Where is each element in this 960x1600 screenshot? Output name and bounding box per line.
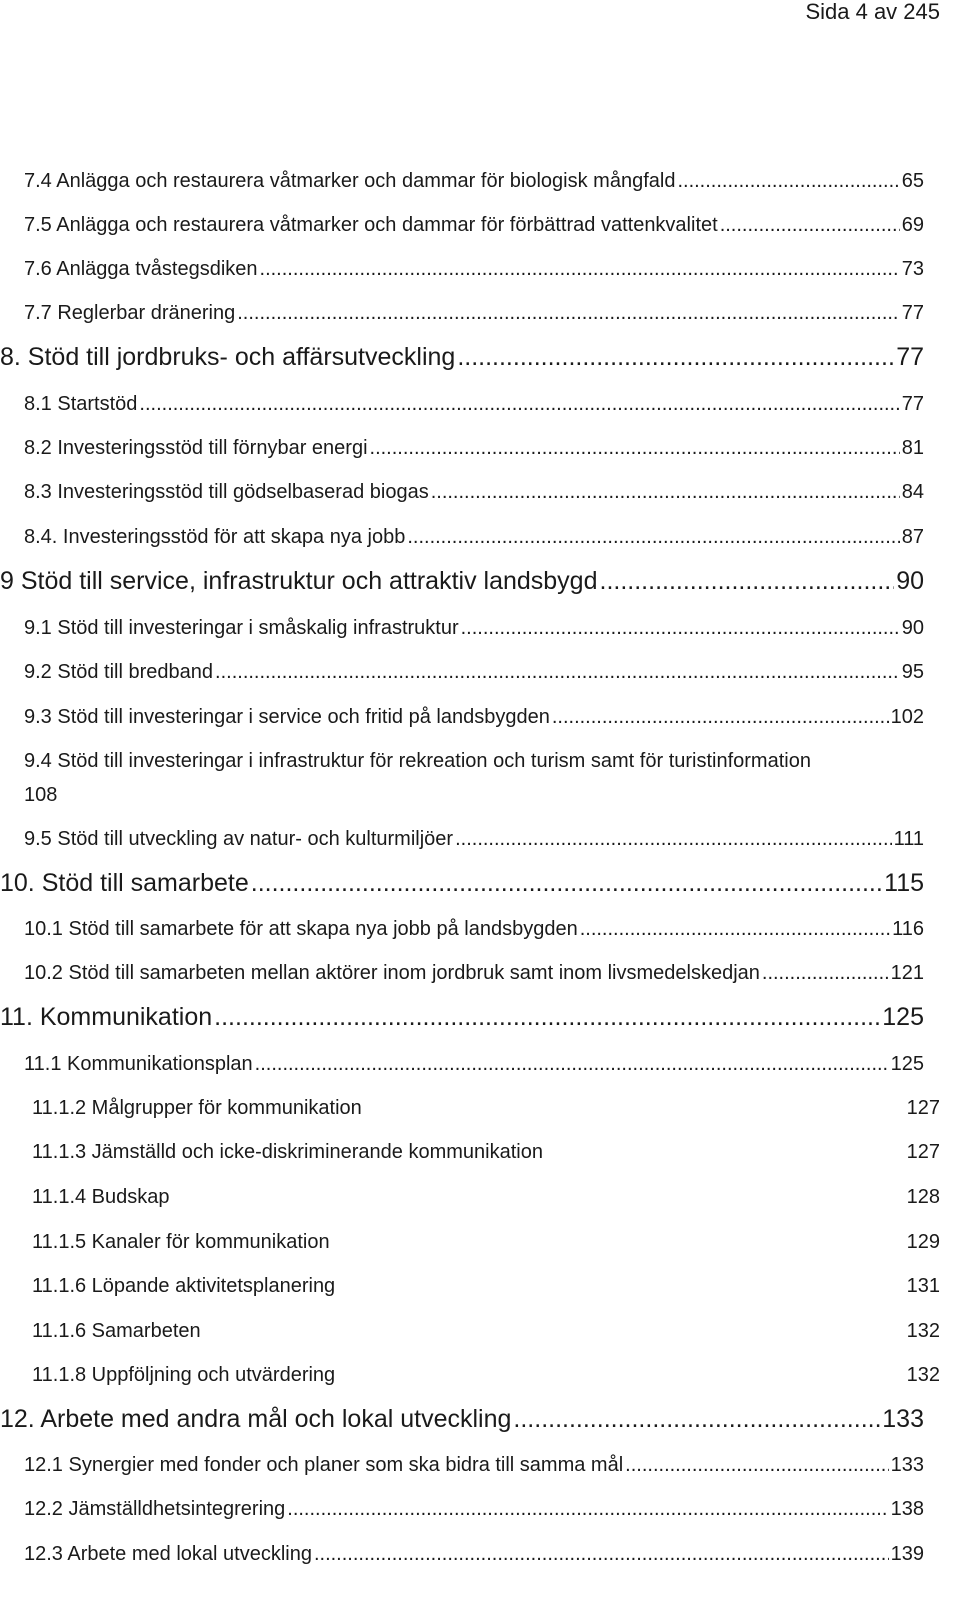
toc-entry-label: 10. Stöd till samarbete	[0, 869, 249, 897]
toc-entry[interactable]	[24, 617, 924, 640]
toc-entry-page: 127	[906, 1097, 940, 1119]
toc-entry-label: 8.4. Investeringsstöd för att skapa nya jobb	[24, 526, 406, 548]
toc-entry-label: 12.2 Jämställdhetsintegrering	[24, 1498, 286, 1520]
toc-entry-label: 12.1 Synergier med fonder och planer som ska bidra till samma mål	[24, 1454, 624, 1476]
toc-entry-page: 116	[892, 918, 924, 940]
toc-entry-page: 84	[901, 481, 924, 503]
toc-entry[interactable]	[24, 918, 924, 941]
toc-entry-chapter[interactable]	[0, 343, 924, 372]
toc-entry-label: 11.1.8 Uppföljning och utvärdering	[32, 1364, 336, 1386]
toc-entry-page: 133	[890, 1454, 924, 1476]
toc-entry-page: 81	[901, 437, 924, 459]
toc-entry[interactable]	[24, 481, 924, 504]
toc-entry-page: 133	[882, 1405, 924, 1433]
toc-entry-label: 11.1.2 Målgrupper för kommunikation	[32, 1097, 362, 1119]
toc-entry-page: 77	[901, 393, 924, 415]
toc-entry[interactable]	[24, 526, 924, 549]
toc-entry[interactable]	[24, 1454, 924, 1477]
toc-entry[interactable]	[24, 1498, 924, 1521]
toc-leader-dots	[461, 617, 900, 640]
toc-leader-dots	[600, 567, 895, 596]
toc-entry-label: 11.1 Kommunikationsplan	[24, 1053, 253, 1075]
toc-entry-page: 65	[901, 170, 924, 192]
toc-entry-page: 125	[890, 1053, 924, 1075]
toc-entry-label: 8.2 Investeringsstöd till förnybar energi	[24, 437, 368, 459]
toc-entry-chapter[interactable]	[0, 869, 924, 898]
toc-entry[interactable]	[32, 1231, 940, 1254]
toc-entry[interactable]	[24, 302, 924, 325]
toc-entry-label: 9.5 Stöd till utveckling av natur- och kulturmiljöer	[24, 828, 454, 850]
toc-entry[interactable]	[24, 750, 924, 773]
toc-entry[interactable]	[32, 1320, 940, 1343]
toc-entry-chapter[interactable]	[0, 1003, 924, 1032]
toc-leader-dots	[720, 214, 900, 237]
toc-leader-dots	[431, 481, 900, 504]
toc-entry[interactable]	[24, 828, 924, 851]
toc-leader-dots	[255, 1053, 889, 1076]
toc-leader-dots	[762, 962, 889, 985]
toc-entry-page: 121	[890, 962, 924, 984]
toc-entry-page: 115	[884, 869, 924, 897]
toc-leader-dots	[214, 1003, 880, 1032]
toc-entry[interactable]	[32, 1141, 940, 1164]
toc-entry-label: 10.1 Stöd till samarbete för att skapa nya jobb på landsbygden	[24, 918, 578, 940]
toc-entry-label: 12. Arbete med andra mål och lokal utveckling	[0, 1405, 512, 1433]
toc-entry[interactable]	[24, 962, 924, 985]
toc-entry[interactable]	[24, 661, 924, 684]
toc-entry-label: 10.2 Stöd till samarbeten mellan aktörer inom jordbruk samt inom livsmedelskedjan	[24, 962, 760, 984]
toc-entry[interactable]	[24, 1543, 924, 1566]
toc-entry-page: 73	[901, 258, 924, 280]
toc-entry-label: 8.3 Investeringsstöd till gödselbaserad biogas	[24, 481, 429, 503]
toc-entry[interactable]	[24, 258, 924, 281]
toc-leader-dots	[370, 437, 900, 460]
toc-entry-label: 9.3 Stöd till investeringar i service och fritid på landsbygden	[24, 706, 550, 728]
toc-entry[interactable]	[32, 1275, 940, 1298]
toc-entry-label: 11.1.3 Jämställd och icke-diskriminerande kommunikation	[32, 1141, 543, 1163]
toc-entry[interactable]	[24, 437, 924, 460]
toc-entry-label: 11.1.6 Samarbeten	[32, 1320, 201, 1342]
toc-leader-dots	[455, 828, 892, 851]
toc-entry-page: 127	[906, 1141, 940, 1163]
toc-entry-page: 139	[890, 1543, 924, 1565]
toc-entry-page: 108	[24, 784, 58, 806]
toc-entry[interactable]	[24, 1053, 924, 1076]
toc-entry-page: 77	[901, 302, 924, 324]
toc-entry-label: 11.1.5 Kanaler för kommunikation	[32, 1231, 330, 1253]
page-indicator: Sida 4 av 245	[805, 0, 940, 24]
toc-entry-page: 69	[901, 214, 924, 236]
toc-entry-label: 8.1 Startstöd	[24, 393, 138, 415]
toc-leader-dots	[251, 869, 882, 898]
toc-leader-dots	[215, 661, 900, 684]
toc-leader-dots	[513, 1405, 880, 1434]
toc-entry-label: 11.1.4 Budskap	[32, 1186, 170, 1208]
toc-leader-dots	[677, 170, 899, 193]
toc-entry[interactable]	[32, 1364, 940, 1387]
toc-leader-dots	[457, 343, 894, 372]
toc-entry-label: 7.4 Anlägga och restaurera våtmarker och dammar för biologisk mångfald	[24, 170, 676, 192]
toc-entry[interactable]	[32, 1186, 940, 1209]
toc-entry-page: 131	[906, 1275, 940, 1297]
toc-entry[interactable]	[24, 706, 924, 729]
toc-entry-label: 9.2 Stöd till bredband	[24, 661, 214, 683]
toc-entry-page: 138	[890, 1498, 924, 1520]
toc-leader-dots	[287, 1498, 888, 1521]
toc-entry-page: 90	[896, 567, 924, 595]
toc-entry-label: 11. Kommunikation	[0, 1003, 213, 1031]
toc-leader-dots	[237, 302, 900, 325]
toc-entry-chapter[interactable]	[0, 567, 924, 596]
toc-entry-label: 11.1.6 Löpande aktivitetsplanering	[32, 1275, 336, 1297]
toc-entry-page: 90	[901, 617, 924, 639]
toc-entry-label: 12.3 Arbete med lokal utveckling	[24, 1543, 312, 1565]
toc-entry[interactable]	[24, 214, 924, 237]
toc-entry-label: 8. Stöd till jordbruks- och affärsutveckling	[0, 343, 456, 371]
toc-entry-label: 9.4 Stöd till investeringar i infrastruktur för rekreation och turism samt för turistinformation	[24, 750, 811, 772]
toc-entry-page: 132	[906, 1364, 940, 1386]
toc-entry-page: 102	[890, 706, 924, 728]
toc-entry-label: 7.7 Reglerbar dränering	[24, 302, 236, 324]
toc-entry-chapter[interactable]	[0, 1405, 924, 1434]
toc-entry-page: 87	[901, 526, 924, 548]
toc-entry-page: 128	[906, 1186, 940, 1208]
toc-leader-dots	[260, 258, 900, 281]
toc-leader-dots	[580, 918, 890, 941]
toc-entry-label: 7.6 Anlägga tvåstegsdiken	[24, 258, 258, 280]
toc-entry-page: 77	[896, 343, 924, 371]
toc-entry-label: 9.1 Stöd till investeringar i småskalig infrastruktur	[24, 617, 459, 639]
toc-entry-page: 132	[906, 1320, 940, 1342]
toc-entry-page: 125	[882, 1003, 924, 1031]
toc-entry[interactable]	[24, 170, 924, 193]
toc-entry-label: 7.5 Anlägga och restaurera våtmarker och dammar för förbättrad vattenkvalitet	[24, 214, 718, 236]
toc-entry-label: 9 Stöd till service, infrastruktur och attraktiv landsbygd	[0, 567, 598, 595]
toc-entry-page: 129	[906, 1231, 940, 1253]
toc-entry[interactable]	[32, 1097, 940, 1120]
toc-leader-dots	[407, 526, 899, 549]
toc-entry-page: 111	[893, 828, 924, 850]
toc-leader-dots	[139, 393, 899, 416]
toc-leader-dots	[625, 1454, 888, 1477]
toc-leader-dots	[552, 706, 889, 729]
toc-entry-page: 95	[901, 661, 924, 683]
toc-entry[interactable]	[24, 393, 924, 416]
toc-leader-dots	[314, 1543, 889, 1566]
